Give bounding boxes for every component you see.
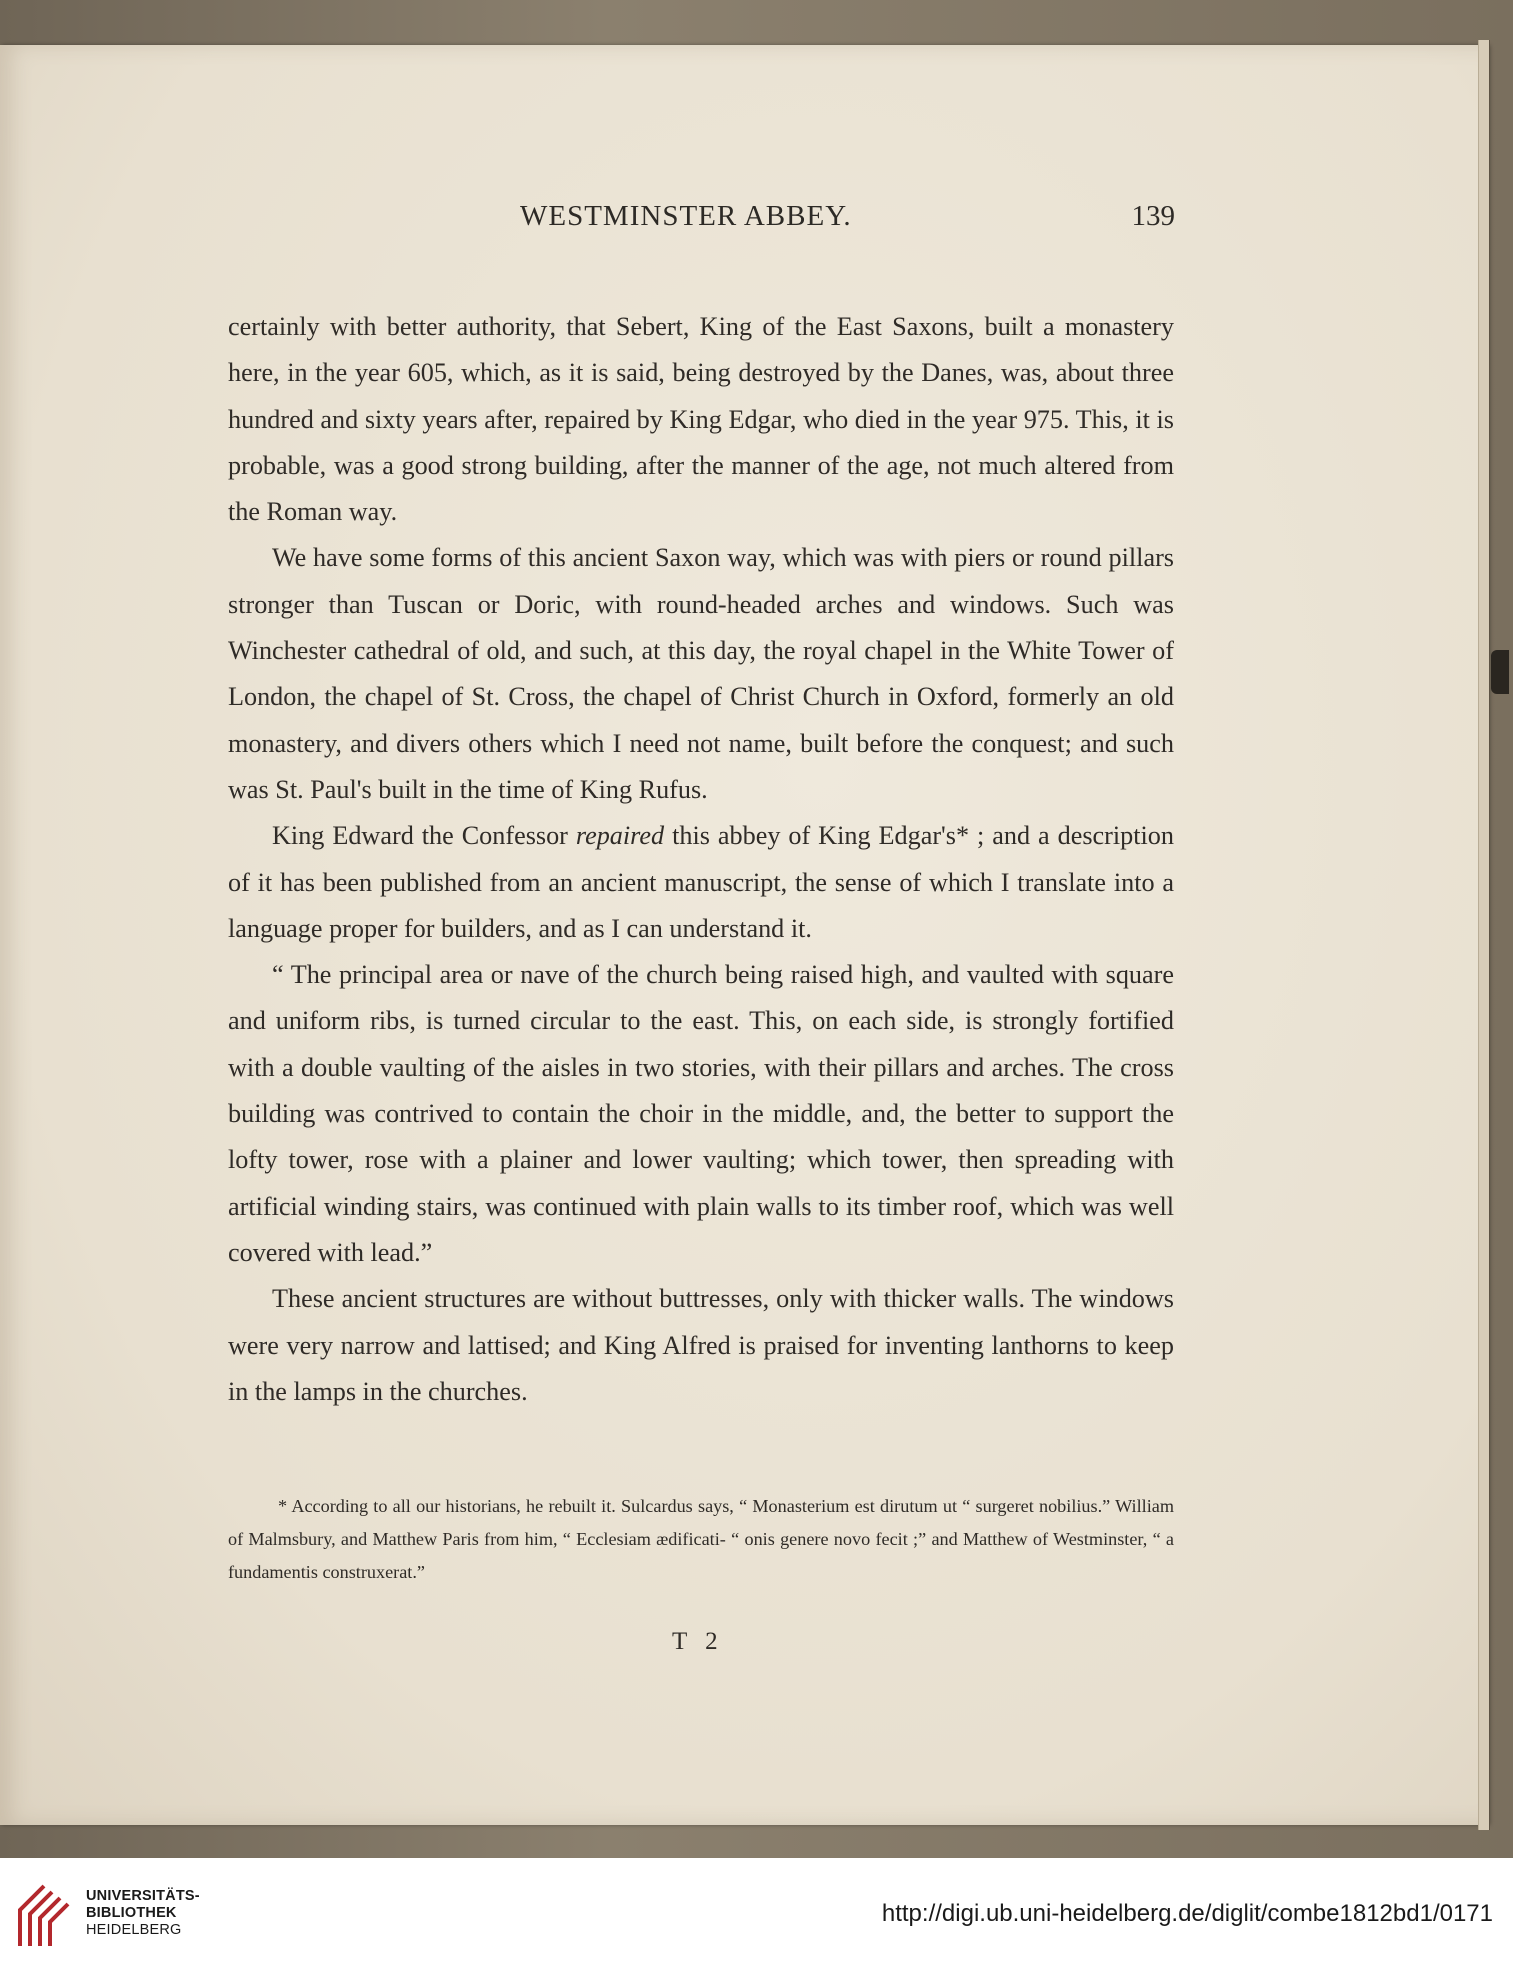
paragraph-4: “ The principal area or nave of the church being raised high, and vaulted with square and uniform ribs, is turned circular to the east. This, on each side, is strongly fortified with a double vaulting of the aisles in two stories, with their pillars and arches. The cross building was contrived to contain the choir in the middle, and, the better to support the lofty tower, rose with a plainer and lower vaulting; which tower, then spreading with artificial winding stairs, was continued with plain walls to its timber roof, which was well covered with lead.” xyxy=(228,960,1174,1267)
library-name-line-3: HEIDELBERG xyxy=(86,1922,182,1938)
bookmark-tab xyxy=(1491,650,1509,694)
running-head: WESTMINSTER ABBEY. xyxy=(520,200,852,232)
paragraph-3-before: King Edward the Confessor xyxy=(272,821,576,851)
paragraph-3-italic: repaired xyxy=(575,821,665,851)
page-edge xyxy=(1478,40,1490,1830)
library-name xyxy=(86,1888,200,1939)
source-url[interactable]: http://digi.ub.uni-heidelberg.de/diglit/combe1812bd1/0171 xyxy=(881,1900,1493,1927)
signature-mark: T 2 xyxy=(672,1628,724,1655)
library-logo-icon xyxy=(14,1880,76,1950)
page-number: 139 xyxy=(1131,200,1175,232)
paragraph-1: certainly with better authority, that Sebert, King of the East Saxons, built a monastery here, in the year 605, which, as it is said, being destroyed by the Danes, was, about three hundred and sixty years after, repaired by King Edgar, who died in the year 975. This, it is probable, was a good strong building, after the manner of the age, not much altered from the Roman way. xyxy=(228,312,1174,527)
footnote xyxy=(228,1490,1174,1589)
library-name-line-1: UNIVERSITÄTS- xyxy=(86,1888,200,1904)
page-header xyxy=(520,200,1175,260)
body-text xyxy=(228,304,1174,1415)
paragraph-5: These ancient structures are without buttresses, only with thicker walls. The windows were very narrow and lattised; and King Alfred is praised for inventing lanthorns to keep in the lamps in the churches. xyxy=(228,1284,1174,1406)
library-name-line-2: BIBLIOTHEK xyxy=(86,1905,177,1921)
paragraph-3-after: this abbey of King Edgar's* ; and a description of it has been published from an ancient manuscript, the sense of which I translate into a language proper for builders, and as I can understand it. xyxy=(228,821,1174,943)
footer-bar xyxy=(0,1858,1513,1976)
footnote-text: * According to all our historians, he rebuilt it. Sulcardus says, “ Monasterium est dirutum ut “ surgeret nobilius.” William of Malmsbury, and Matthew Paris from him, “ Ecclesiam ædificati- “ onis genere novo fecit ;” and Matthew of Westminster, “ a fundamentis construxerat.” xyxy=(228,1496,1174,1582)
paragraph-3 xyxy=(228,813,1174,952)
paragraph-2: We have some forms of this ancient Saxon way, which was with piers or round pillars stronger than Tuscan or Doric, with round-headed arches and windows. Such was Winchester cathedral of old, and such, at this day, the royal chapel in the White Tower of London, the chapel of St. Cross, the chapel of Christ Church in Oxford, formerly an old monastery, and divers others which I need not name, built before the conquest; and such was St. Paul's built in the time of King Rufus. xyxy=(228,543,1174,804)
